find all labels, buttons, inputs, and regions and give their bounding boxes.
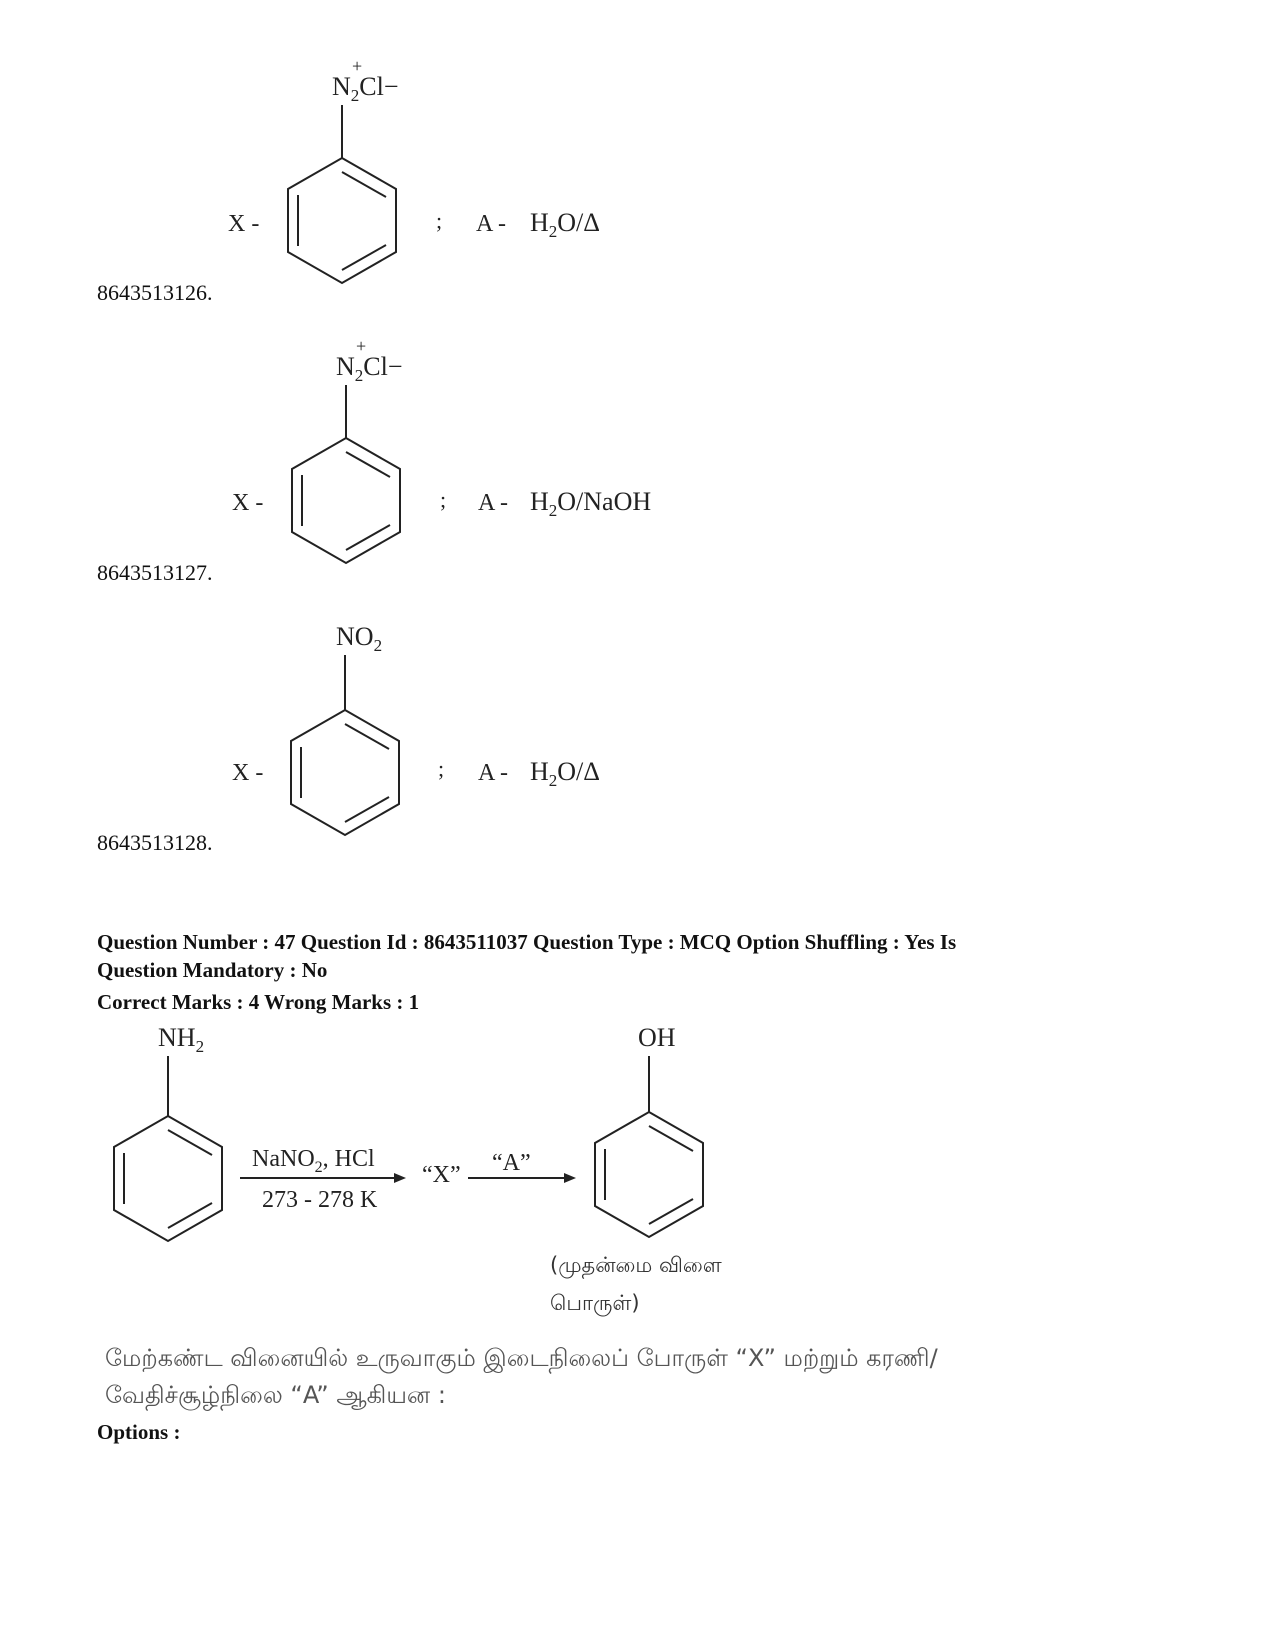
intermediate-x: “X”: [422, 1162, 461, 1188]
product-note-line-2: பொருள்): [550, 1291, 640, 1315]
product-group: OH: [638, 1023, 676, 1052]
option-3-reagent: $H_2O/\Delta$: [530, 757, 601, 790]
option-2-id: 8643513127.: [97, 560, 213, 585]
arrow-2-head: [564, 1173, 576, 1183]
tamil-question: [105, 1340, 1205, 1414]
option-3-x-label: X -: [232, 760, 264, 786]
catalyst-a: “A”: [492, 1150, 531, 1176]
reagent-bottom: 273 - 278 K: [262, 1187, 378, 1213]
option-1-substituent-charge: +: [352, 56, 363, 76]
product-note-line-1: (முதன்மை விளை: [550, 1253, 722, 1277]
option-1-benzene-ring: [288, 158, 396, 283]
option-3-benzene-ring: [291, 710, 399, 835]
tamil-question-line-1: மேற்கண்ட வினையில் உருவாகும் இடைநிலைப் போருள் “X” மற்றும் கரணி/: [105, 1344, 938, 1372]
arrow-1-head: [394, 1173, 406, 1183]
option-1-a-label: A -: [476, 211, 506, 237]
reactant-benzene-ring: [114, 1116, 222, 1241]
tamil-question-line-2: வேதிச்சூழ்நிலை “A” ஆகியன :: [105, 1381, 446, 1409]
option-3-separator: ;: [438, 756, 445, 781]
option-3-structure: [200, 600, 660, 850]
product-note: [550, 1246, 722, 1322]
product-benzene-ring: [595, 1112, 703, 1237]
option-1-separator: ;: [436, 208, 443, 233]
option-2-reagent: $H_2O$/NaOH: [530, 487, 652, 520]
option-1-reagent: $H_2O/\Delta$: [530, 208, 601, 241]
option-1-structure: [200, 50, 660, 300]
option-3-a-label: A -: [478, 760, 508, 786]
option-2-substituent-charge: +: [356, 336, 367, 356]
question-meta-line-1: Question Number : 47 Question Id : 8643511037 Question Type : MCQ Option Shuffling : Yes Is: [97, 930, 957, 954]
question-meta: [97, 928, 1197, 1016]
option-2-structure: [200, 330, 700, 580]
reactant-group: $NH_2$: [158, 1023, 205, 1056]
options-label: Options :: [97, 1420, 181, 1444]
reagent-top: NaNO$_2$, HCl: [252, 1146, 375, 1176]
option-2-separator: ;: [440, 487, 447, 512]
option-3-substituent: $NO_2$: [336, 622, 383, 655]
option-2-benzene-ring: [292, 438, 400, 563]
option-1-substituent: $N_2Cl-$: [332, 72, 399, 105]
option-3-id: 8643513128.: [97, 830, 213, 855]
option-1-id: 8643513126.: [97, 280, 213, 305]
question-meta-line-2: Question Mandatory : No: [97, 958, 328, 982]
option-2-substituent: $N_2Cl-$: [336, 352, 403, 385]
option-2-a-label: A -: [478, 490, 508, 516]
question-meta-line-3: Correct Marks : 4 Wrong Marks : 1: [97, 990, 420, 1014]
option-1-x-label: X -: [228, 211, 260, 237]
option-2-x-label: X -: [232, 490, 264, 516]
